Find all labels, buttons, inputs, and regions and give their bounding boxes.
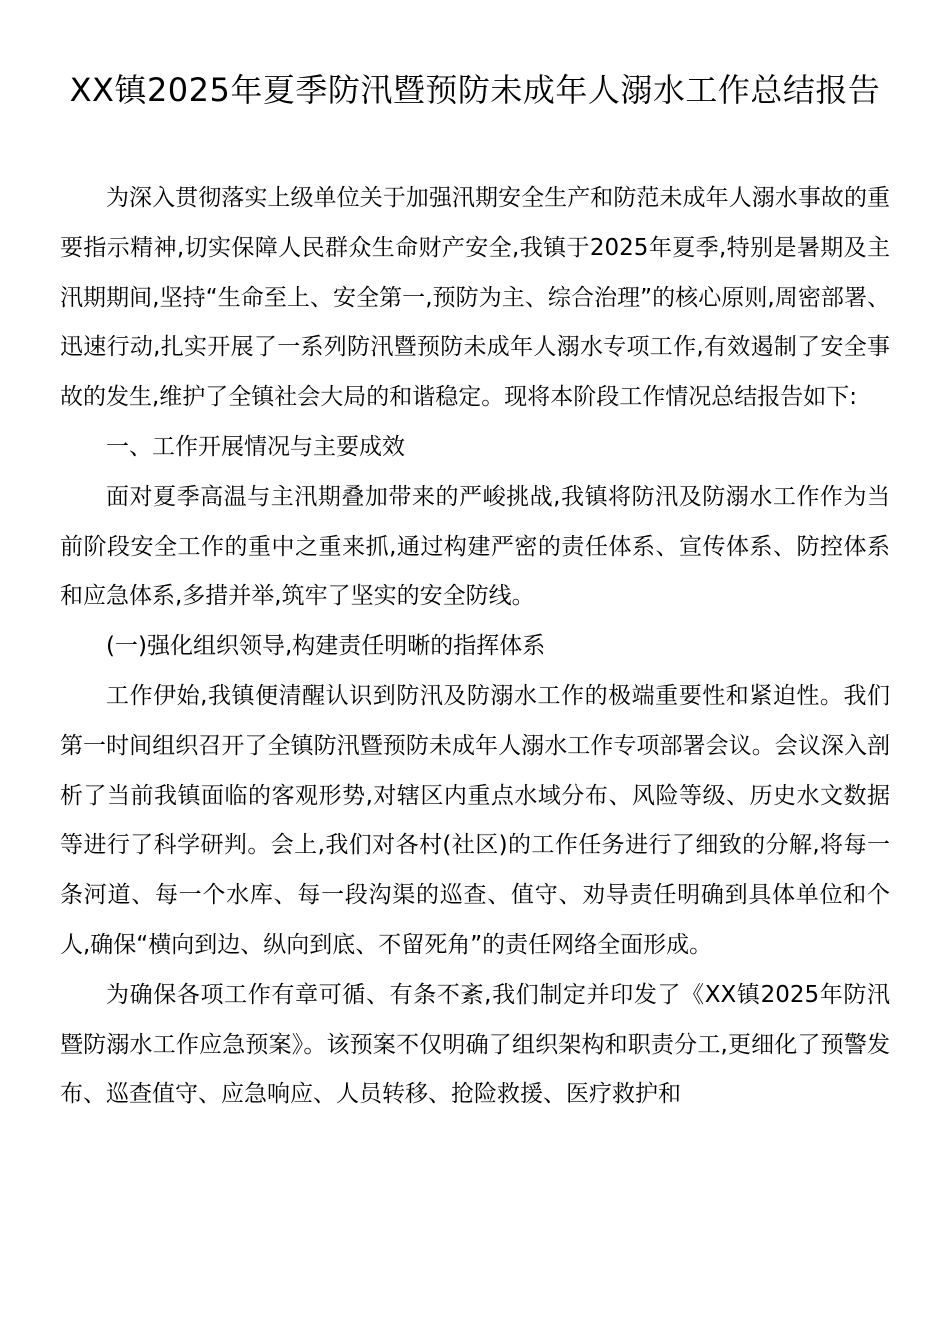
subsection-paragraph-2: 为确保各项工作有章可循、有条不紊,我们制定并印发了《XX镇2025年防汛暨防溺水工作应急预案》。该预案不仅明确了组织架构和职责分工,更细化了预警发布、巡查值守、应急响应、人员转移、抢险救援、医疗救护和 (60, 981, 890, 1108)
subsection-heading: (一)强化组织领导,构建责任明晰的指挥体系 (106, 633, 546, 660)
intro-paragraph: 为深入贯彻落实上级单位关于加强汛期安全生产和防范未成年人溺水事故的重要指示精神,切实保障人民群众生命财产安全,我镇于2025年夏季,特别是暑期及主汛期期间,坚持“生命至上、安全第一,预防为主、综合治理”的核心原则,周密部署、迅速行动,扎实开展了一系列防汛暨预防未成年人溺水专项工作,有效遏制了安全事故的发生,维护了全镇社会大局的和谐稳定。现将本阶段工作情况总结报告如下: (60, 185, 890, 411)
document-title: XX镇2025年夏季防汛暨预防未成年人溺水工作总结报告 (69, 71, 881, 109)
section-paragraph: 面对夏季高温与主汛期叠加带来的严峻挑战,我镇将防汛及防溺水工作作为当前阶段安全工作的重中之重来抓,通过构建严密的责任体系、宣传体系、防控体系和应急体系,多措并举,筑牢了坚实的安全防线。 (60, 483, 890, 610)
document-body (60, 174, 890, 1120)
section-heading: 一、工作开展情况与主要成效 (106, 433, 405, 460)
subsection-paragraph-1: 工作伊始,我镇便清醒认识到防汛及防溺水工作的极端重要性和紧迫性。我们第一时间组织召开了全镇防汛暨预防未成年人溺水工作专项部署会议。会议深入剖析了当前我镇面临的客观形势,对辖区内重点水域分布、风险等级、历史水文数据等进行了科学研判。会上,我们对各村(社区)的工作任务进行了细致的分解,将每一条河道、每一个水库、每一段沟渠的巡查、值守、劝导责任明确到具体单位和个人,确保“横向到边、纵向到底、不留死角”的责任网络全面形成。 (60, 682, 890, 958)
